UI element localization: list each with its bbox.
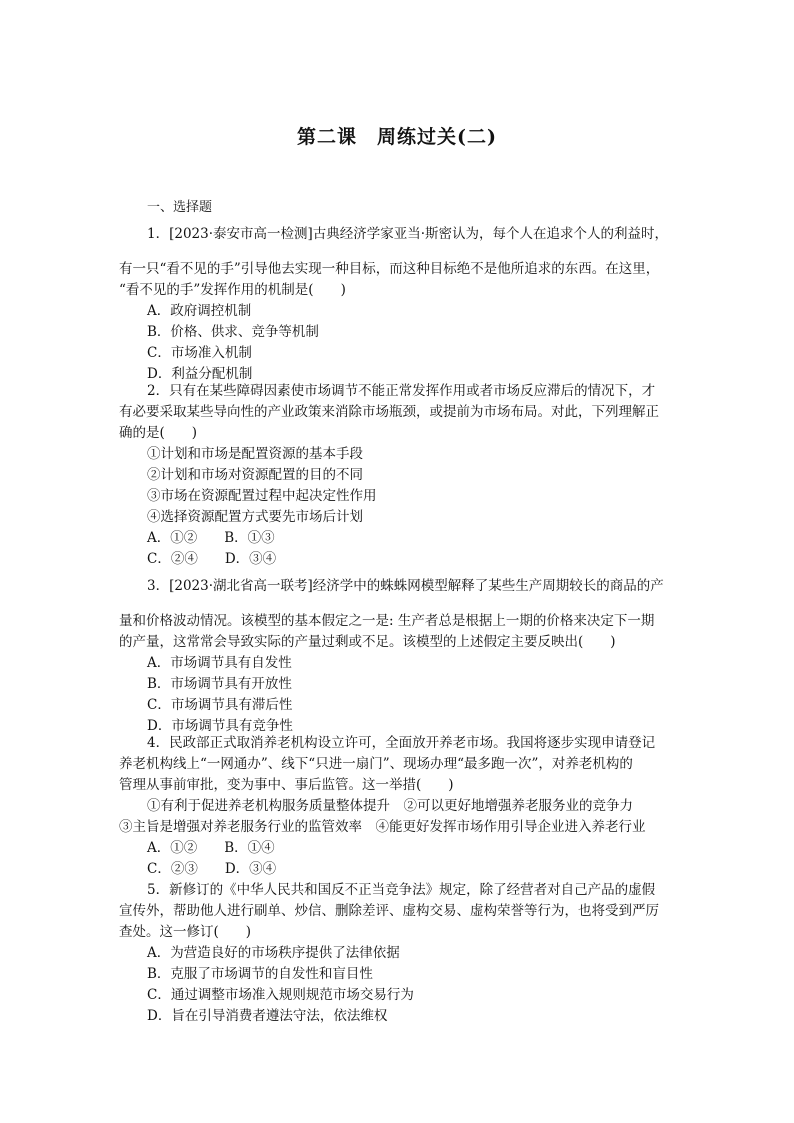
question-3 <box>119 576 675 737</box>
question-text: 有必要采取某些导向性的产业政策来消除市场瓶颈，或提前为市场布局。对此，下列理解正 <box>119 404 659 420</box>
option-a: A．市场调节具有自发性 <box>147 655 292 671</box>
options-ab: A．①② B．①③ <box>147 530 275 546</box>
option-c: C．市场准入机制 <box>147 345 252 361</box>
option-c: C．通过调整市场准入规则规范市场交易行为 <box>147 987 414 1003</box>
statement-1: ①计划和市场是配置资源的基本手段 <box>147 446 363 462</box>
options-ab: A．①② B．①④ <box>147 840 275 856</box>
question-4 <box>119 733 675 880</box>
page-title: 第二课 周练过关(二) <box>297 126 497 148</box>
question-text: 养老机构线上“一网通办”、线下“只进一扇门”、现场办理“最多跑一次”，对养老机构的 <box>119 756 633 772</box>
question-text: 2．只有在某些障碍因素使市场调节不能正常发挥作用或者市场反应滞后的情况下，才 <box>147 383 656 399</box>
option-b: B．市场调节具有开放性 <box>147 676 292 692</box>
question-text: 的产量，这常常会导致实际的产量过剩或不足。该模型的上述假定主要反映出( ) <box>119 634 616 650</box>
statement-line: ①有利于促进养老机构服务质量整体提升 ②可以更好地增强养老服务业的竞争力 <box>147 798 633 814</box>
question-2 <box>119 381 675 570</box>
question-text: 管理从事前审批，变为事中、事后监管。这一举措( ) <box>119 777 454 793</box>
question-5 <box>119 880 675 1027</box>
question-text: 3．[2023·湖北省高一联考]经济学中的蛛蛛网模型解释了某些生产周期较长的商品的产 <box>147 578 664 594</box>
option-c: C．市场调节具有滞后性 <box>147 697 293 713</box>
question-text: 有一只“看不见的手”引导他去实现一种目标，而这种目标绝不是他所追求的东西。在这里， <box>119 261 660 277</box>
question-text: 确的是( ) <box>119 425 198 441</box>
question-text: 1．[2023·泰安市高一检测]古典经济学家亚当·斯密认为，每个人在追求个人的利益时， <box>147 226 669 242</box>
option-a: A．为营造良好的市场秩序提供了法律依据 <box>147 945 400 961</box>
option-b: B．价格、供求、竞争等机制 <box>147 324 319 340</box>
statement-2: ②计划和市场对资源配置的目的不同 <box>147 467 363 483</box>
question-text: 5．新修订的《中华人民共和国反不正当竞争法》规定，除了经营者对自己产品的虚假 <box>147 882 656 898</box>
option-d: D．市场调节具有竞争性 <box>147 718 293 734</box>
question-text: 量和价格波动情况。该模型的基本假定之一是: 生产者总是根据上一期的价格来决定下一期 <box>119 613 655 629</box>
question-1 <box>119 224 675 385</box>
option-a: A．政府调控机制 <box>147 303 252 319</box>
option-b: B．克服了市场调节的自发性和盲目性 <box>147 966 373 982</box>
statement-4: ④选择资源配置方式要先市场后计划 <box>147 509 363 525</box>
question-text: 查处。这一修订( ) <box>119 924 252 940</box>
option-d: D．利益分配机制 <box>147 366 253 382</box>
question-text: 宣传外，帮助他人进行刷单、炒信、删除差评、虚构交易、虚构荣誉等行为，也将受到严厉 <box>119 903 659 919</box>
question-text: 4．民政部正式取消养老机构设立许可，全面放开养老市场。我国将逐步实现申请登记 <box>147 735 656 751</box>
question-text: “看不见的手”发挥作用的机制是( ) <box>119 282 346 298</box>
statement-line: ③主旨是增强对养老服务行业的监管效率 ④能更好发挥市场作用引导企业进入养老行业 <box>119 819 646 835</box>
options-cd: C．②③ D．③④ <box>147 861 277 877</box>
section-heading: 一、选择题 <box>147 200 213 215</box>
statement-3: ③市场在资源配置过程中起决定性作用 <box>147 488 377 504</box>
options-cd: C．②④ D．③④ <box>147 551 277 567</box>
option-d: D．旨在引导消费者遵法守法，依法维权 <box>147 1008 388 1024</box>
